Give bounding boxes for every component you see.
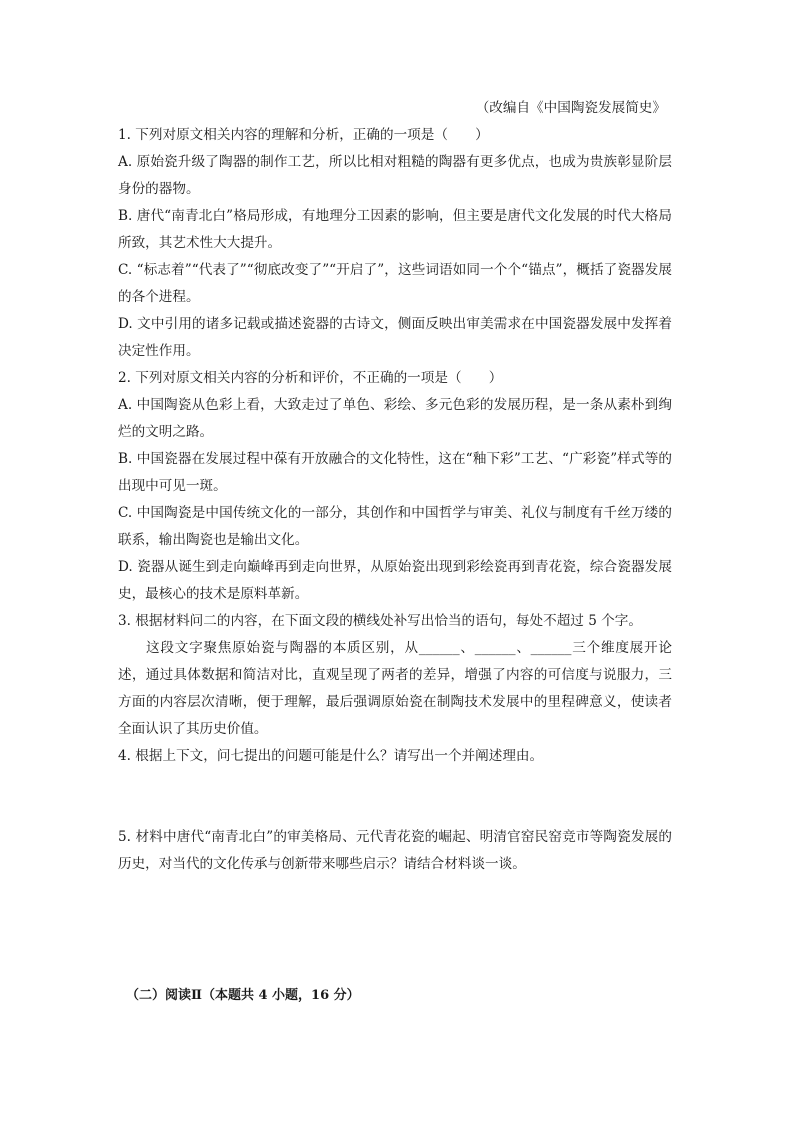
questions-body xyxy=(118,122,672,878)
q1-option-d: D. 文中引用的诸多记载或描述瓷器的古诗文，侧面反映出审美需求在中国瓷器发展中发挥着决定性作用。 xyxy=(118,316,672,359)
q3-stem: 3. 根据材料问二的内容，在下面文段的横线处补写出恰当的语句，每处不超过 5 个字。 xyxy=(118,613,642,629)
q4-stem: 4. 根据上下文，问七提出的问题可能是什么？请写出一个并阐述理由。 xyxy=(118,748,544,764)
q4-answer-space xyxy=(118,770,672,824)
q2-option-a: A. 中国陶瓷从色彩上看，大致走过了单色、彩绘、多元色彩的发展历程，是一条从素朴到绚烂的文明之路。 xyxy=(118,397,672,440)
q1-option-b: B. 唐代“南青北白”格局形成，有地理分工因素的影响，但主要是唐代文化发展的时代大格局所致，其艺术性大大提升。 xyxy=(118,208,672,251)
q1-option-a: A. 原始瓷升级了陶器的制作工艺，所以比相对粗糙的陶器有更多优点，也成为贵族彰显阶层身份的器物。 xyxy=(118,154,672,197)
q1-option-c: C. “标志着”“代表了”“彻底改变了”“开启了”，这些词语如同一个个“锚点”，概括了瓷器发展的各个进程。 xyxy=(118,262,672,305)
q2-stem: 2. 下列对原文相关内容的分析和评价，不正确的一项是（ ） xyxy=(118,370,503,386)
q2-option-d: D. 瓷器从诞生到走向巅峰再到走向世界，从原始瓷出现到彩绘瓷再到青花瓷，综合瓷器发展史，最核心的技术是原料革新。 xyxy=(118,559,672,602)
q2-option-c: C. 中国陶瓷是中国传统文化的一部分，其创作和中国哲学与审美、礼仪与制度有千丝万缕的联系，输出陶瓷也是输出文化。 xyxy=(118,505,672,548)
q3-passage: 这段文字聚焦原始瓷与陶器的本质区别，从______、______、______三个维度展开论述，通过具体数据和简洁对比，直观呈现了两者的差异，增强了内容的可信度与说服力，三方面的内容层次清晰，便于理解，最后强调原始瓷在制陶技术发展中的里程碑意义，使读者全面认识了其历史价值。 xyxy=(118,640,672,737)
q1-stem: 1. 下列对原文相关内容的理解和分析，正确的一项是（ ） xyxy=(118,127,489,143)
section-header: （二）阅读Ⅱ（本题共 4 小题，16 分） xyxy=(126,988,360,1003)
source-citation: （改编自《中国陶瓷发展简史》 xyxy=(475,100,666,116)
q2-option-b: B. 中国瓷器在发展过程中葆有开放融合的文化特性，这在“釉下彩”工艺、“广彩瓷”样式等的出现中可见一斑。 xyxy=(118,451,672,494)
q5-stem: 5. 材料中唐代“南青北白”的审美格局、元代青花瓷的崛起、明清官窑民窑竞市等陶瓷发展的历史，对当代的文化传承与创新带来哪些启示？请结合材料谈一谈。 xyxy=(118,829,672,872)
